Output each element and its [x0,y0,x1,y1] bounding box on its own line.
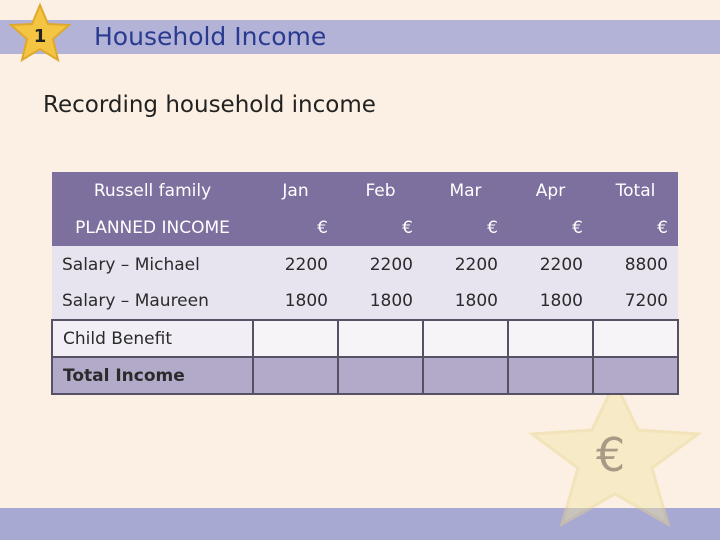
planned-income-label: PLANNED INCOME [52,209,253,246]
table-cell[interactable] [338,320,423,357]
table-cell[interactable] [593,320,678,357]
currency-symbol: € [423,209,508,246]
table-cell[interactable] [253,357,338,394]
row-label: Salary – Maureen [52,283,253,320]
table-cell[interactable] [423,357,508,394]
family-label: Russell family [52,172,253,209]
total-header: Total [593,172,678,209]
row-label: Salary – Michael [52,246,253,283]
currency-symbol: € [338,209,423,246]
currency-symbol: € [593,209,678,246]
table-row [52,357,678,394]
currency-symbol: € [253,209,338,246]
month-header: Apr [508,172,593,209]
table-cell: 8800 [593,246,678,283]
month-header: Mar [423,172,508,209]
table-cell: 2200 [508,246,593,283]
month-header: Jan [253,172,338,209]
table-row [52,320,678,357]
table-cell: 1800 [423,283,508,320]
income-table [51,172,679,395]
table-row [52,246,678,283]
table-cell: 7200 [593,283,678,320]
table-cell[interactable] [508,320,593,357]
page-title: Recording household income [43,92,376,118]
header-title: Household Income [94,22,327,51]
watermark-euro-symbol: € [596,428,626,482]
table-cell[interactable] [508,357,593,394]
slide-number: 1 [33,25,47,47]
table-row [52,283,678,320]
table-cell: 2200 [253,246,338,283]
table-cell: 1800 [508,283,593,320]
table-header-row [52,172,678,209]
table-cell[interactable] [253,320,338,357]
table-cell[interactable] [593,357,678,394]
row-label: Total Income [52,357,253,394]
table-cell: 2200 [423,246,508,283]
currency-symbol: € [508,209,593,246]
table-cell: 1800 [338,283,423,320]
currency-row [52,209,678,246]
table-cell[interactable] [338,357,423,394]
row-label: Child Benefit [52,320,253,357]
table-cell: 2200 [338,246,423,283]
table-cell[interactable] [423,320,508,357]
table-cell: 1800 [253,283,338,320]
month-header: Feb [338,172,423,209]
